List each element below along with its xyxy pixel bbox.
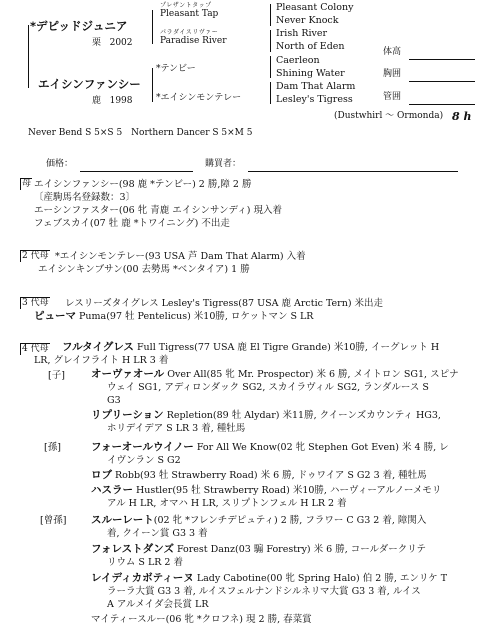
- horse-name: フォレストダンズ: [91, 543, 174, 555]
- dam-line: エーシンファスター(06 牝 青鹿 エイシンサンディ) 現入着: [34, 205, 282, 216]
- family-line: (Dustwhirl ～ Ormonda): [334, 111, 444, 121]
- greatgrandchild-entry-cont: ラーラ大賞 G3 3 着, ルイスフェルナンドシルネリマ大賞 G3 3 着, ルイス: [107, 586, 421, 597]
- grandchild-entry-cont: アル H LR, オマハ H LR, スリプトンフェル H LR 2 着: [107, 498, 347, 509]
- grandchild-entry: フォーオールウイノー For All We Know(02 牝 Stephen Got Even) 米 4 勝, レ: [91, 441, 449, 453]
- grandchild-entry-cont: イヴンラン S G2: [107, 455, 181, 466]
- child-entry-cont: ウェイ SG1, アディロンダック SG2, スカイラヴィル SG2, ランダルース S: [107, 382, 429, 393]
- bracket-dam: [152, 68, 153, 102]
- horse-name: ハスラー: [91, 484, 133, 496]
- dam-line: フェブスカイ(07 牡 鹿 *トワイニング) 不出走: [34, 218, 230, 229]
- dam-dam-name: *エイシンモンテレー: [156, 93, 242, 103]
- sire-sire-furigana: プレザントタップ: [160, 2, 212, 9]
- bracket-gen3-b: [270, 30, 271, 52]
- gen2-line: エイシンキンブサン(00 去勢馬 *ベンタイア) 1 勝: [38, 264, 250, 275]
- child-entry: オーヴァオール Over All(85 牝 Mr. Prospector) 米 6 勝, メイトロン SG1, スピナ: [91, 368, 459, 380]
- bracket-gen1: [28, 25, 29, 88]
- dam-info: 鹿 1998: [92, 96, 133, 106]
- horse-name: オーヴァオール: [91, 368, 165, 380]
- bracket-gen3-a: [270, 4, 271, 26]
- greatgrandchild-tag: [曾孫]: [40, 515, 67, 526]
- section-tag-gen4: 4 代母: [22, 344, 49, 354]
- dam-name: エイシンファンシー: [38, 77, 141, 91]
- sire-dam-furigana: パラダイスリヴァー: [160, 29, 219, 36]
- sire-sire-name: Pleasant Tap: [160, 9, 219, 19]
- grandchild-entry: ロブ Robb(93 牡 Strawberry Road) 米 6 勝, ドゥワイア S G2 3 着, 種牡馬: [91, 469, 427, 481]
- greatgrandchild-entry-cont: リウム S LR 2 着: [107, 557, 183, 568]
- child-tag: [子]: [48, 370, 65, 381]
- gen3-ancestor: Irish River: [276, 28, 328, 39]
- horse-name: ロブ: [91, 469, 112, 481]
- sire-name: *デピッドジュニア: [30, 19, 128, 33]
- price-blank[interactable]: [80, 171, 193, 172]
- child-entry: リプリーション Repletion(89 牡 Alydar) 米11勝, クイーンズカウンティ HG3,: [91, 409, 441, 421]
- greatgrandchild-entry: レイディカボティーヌ Lady Cabotine(00 牝 Spring Halo) 伯 2 勝, エンリケ T: [91, 572, 448, 584]
- horse-name: スルーレート: [91, 514, 154, 526]
- child-entry-cont: ホリデイデア S LR 3 着, 種牡馬: [107, 423, 246, 434]
- bracket-gen3-d: [270, 82, 271, 104]
- sire-info: 栗 2002: [92, 38, 133, 48]
- child-entry-cont: G3: [107, 395, 121, 406]
- pedigree-table: [0, 0, 500, 130]
- sire-dam-name: Paradise River: [160, 36, 227, 46]
- inbreeding-line: Never Bend S 5×S 5 Northern Dancer S 5×M 5: [28, 128, 253, 138]
- section-tag-dam: 母: [22, 179, 32, 189]
- gen2-line: *エイシンモンテレー(93 USA 芦 Dam That Alarm) 入着: [55, 251, 306, 262]
- gen3-ancestor: Never Knock: [276, 15, 339, 26]
- greatgrandchild-entry-cont: 着, クイーン賞 G3 3 着: [107, 528, 208, 539]
- gen3-ancestor: Pleasant Colony: [276, 2, 354, 13]
- greatgrandchild-entry: マイティースルー(06 牝 *クロフネ) 現 2 勝, 春菜賞: [91, 614, 312, 625]
- height-blank[interactable]: [409, 59, 475, 60]
- family-number: 8 h: [452, 110, 472, 123]
- cannon-blank[interactable]: [409, 104, 475, 105]
- grandchild-tag: [孫]: [44, 442, 61, 453]
- gen3-ancestor: Caerleon: [276, 55, 320, 66]
- bracket-sire: [152, 10, 153, 44]
- cannon-label: 管囲: [383, 92, 402, 102]
- gen3-ancestor: Shining Water: [276, 68, 345, 79]
- horse-name: リプリーション: [91, 409, 164, 421]
- grandchild-entry: ハスラー Hustler(95 牡 Strawberry Road) 米10勝, ハーヴィーアルノーメモリ: [91, 484, 442, 496]
- dam-line: 〔産駒馬名登録数：3〕: [34, 192, 136, 203]
- chest-label: 胸囲: [383, 69, 402, 79]
- gen3-line: ピューマ Puma(97 牡 Pentelicus) 米10勝, ロケットマン S LR: [34, 310, 314, 322]
- height-label: 体高: [383, 47, 402, 57]
- section-tag-gen2: 2 代母: [22, 251, 49, 261]
- price-label: 価格：: [46, 159, 74, 169]
- gen4-main: フルタイグレス Full Tigress(77 USA 鹿 El Tigre Grande) 米10勝, イーグレット H: [62, 341, 440, 353]
- buyer-blank[interactable]: [248, 171, 458, 172]
- greatgrandchild-entry: フォレストダンズ Forest Danz(03 騸 Forestry) 米 6 勝, コールダークリテ: [91, 543, 427, 555]
- horse-name: ピューマ: [34, 310, 76, 322]
- buyer-label: 購買者：: [205, 159, 242, 169]
- gen3-ancestor: Lesley's Tigress: [276, 94, 353, 105]
- gen4-main-cont: LR, グレイフライト H LR 3 着: [34, 355, 169, 366]
- gen3-line: レスリーズタイグレス Lesley's Tigress(87 USA 鹿 Arctic Tern) 米出走: [65, 298, 384, 309]
- bracket-gen3-c: [270, 56, 271, 78]
- dam-sire-name: *テンビー: [156, 64, 196, 74]
- horse-name: フォーオールウイノー: [91, 441, 194, 453]
- dam-line: エイシンファンシー(98 鹿 *テンビー) 2 勝,障 2 勝: [34, 179, 252, 190]
- chest-blank[interactable]: [409, 81, 475, 82]
- gen3-ancestor: Dam That Alarm: [276, 81, 356, 92]
- horse-name: フルタイグレス: [62, 341, 134, 353]
- gen3-ancestor: North of Eden: [276, 41, 345, 52]
- horse-name: レイディカボティーヌ: [91, 572, 194, 584]
- greatgrandchild-entry-cont: A アルメイダ会長賞 LR: [107, 599, 209, 610]
- section-tag-gen3: 3 代母: [22, 298, 49, 308]
- greatgrandchild-entry: スルーレート(02 牝 *フレンチデピュティ) 2 勝, フラワー C G3 2 着, 障関入: [91, 514, 427, 526]
